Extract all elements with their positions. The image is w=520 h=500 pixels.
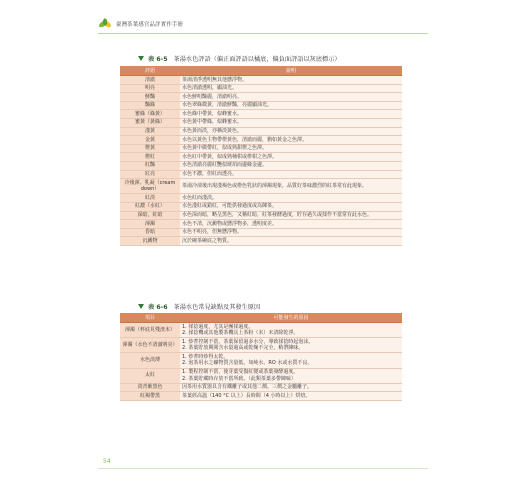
row-label: 昏暗 xyxy=(120,228,180,237)
table-row xyxy=(120,136,402,145)
table2-number: 表 6-6 xyxy=(148,304,168,311)
row-label: 蜜黃（黃綠） xyxy=(120,118,180,127)
row-description: 水色不明亮，但無懸浮物。 xyxy=(180,228,402,237)
row-description: 水色清澈透明，顯油光。 xyxy=(180,84,402,93)
table1-header-description: 說明 xyxy=(180,66,402,76)
table2-caption xyxy=(138,302,260,311)
triangle-marker-icon xyxy=(138,56,144,61)
table-row xyxy=(120,93,402,102)
header-title: 臺灣茶葉感官品評實作手冊 xyxy=(116,22,184,28)
table-row xyxy=(120,144,402,153)
table-row xyxy=(120,202,402,211)
table-row xyxy=(120,338,402,353)
table2-header-item: 項目 xyxy=(120,313,180,323)
table1 xyxy=(120,66,402,246)
table-row xyxy=(120,323,402,338)
row-description: 茶葉經高溫（140 °C 以上）長時間（4 小時以上）烘焙。 xyxy=(180,392,402,401)
table-row xyxy=(120,392,402,401)
table2 xyxy=(120,313,402,401)
row-description: 水色紅中帶黃，似成熟桶柑或橙柑之色澤。 xyxy=(180,153,402,162)
table1-number: 表 6-5 xyxy=(148,56,168,63)
row-description: 水色黃而淡，亦稱淡黃色。 xyxy=(180,127,402,136)
row-description: 水色黃中微帶紅，似成熟甜橙之色澤。 xyxy=(180,144,402,153)
table2-title: 茶湯水色常見缺點及其發生原因 xyxy=(173,304,261,311)
table-row xyxy=(120,76,402,85)
table-row xyxy=(120,179,402,194)
row-description: 1. 揉捻過度，尤其是團揉過度。 2. 揉捻機或其他製茶機具上茶粉（末）未清除乾淨。 xyxy=(180,323,402,338)
table1-title: 茶湯水色評語（偏正面評語以橘底，偏負面評語以灰底標示） xyxy=(173,56,341,63)
row-description: 水色紅而淺淡。 xyxy=(180,194,402,203)
table-row xyxy=(120,220,402,229)
row-label: 渾濁（水色不清澈明亮） xyxy=(120,338,180,353)
row-description: 水色不濃，但紅而透亮。 xyxy=(180,170,402,179)
row-description: 沉於碗茶碗底之物質。 xyxy=(180,237,402,246)
footer-divider xyxy=(98,468,428,469)
row-label: 豔綠 xyxy=(120,101,180,110)
page-number: 54 xyxy=(103,458,111,465)
row-label: 淺黃 xyxy=(120,127,180,136)
table-row xyxy=(120,161,402,170)
tea-leaf-logo-icon xyxy=(98,18,112,30)
row-label: 淡青紫黑色 xyxy=(120,383,180,392)
row-label: 紅豔 xyxy=(120,161,180,170)
row-description: 水色黃中帶綠，似蜂蜜水。 xyxy=(180,118,402,127)
table-row xyxy=(120,127,402,136)
row-description: 水色不清，沉澱物或懸浮物多，透明度差。 xyxy=(180,220,402,229)
table-row xyxy=(120,84,402,93)
header-divider xyxy=(98,33,428,34)
row-label: 紅淡 xyxy=(120,194,180,203)
table-row xyxy=(120,228,402,237)
row-description: 1. 製程控制不當，使芽葉受傷紅變或茶葉發酵過度。 2. 茶葉貯藏時存放不當所致。（此類茶葉多帶陳味） xyxy=(180,368,402,383)
row-label: 深暗，紅暗 xyxy=(120,211,180,220)
row-label: 水色淡薄 xyxy=(120,353,180,368)
row-label: 渾濁 xyxy=(120,220,180,229)
row-description: 水色清澈亮麗紅艷似琥珀而邊緣金邊。 xyxy=(180,161,402,170)
row-label: 金黃 xyxy=(120,136,180,145)
row-label: 太紅 xyxy=(120,368,180,383)
row-description: 水色翠綠微黃，清澈鮮豔，亮麗顯油光。 xyxy=(180,101,402,110)
table-row xyxy=(120,153,402,162)
table-row xyxy=(120,110,402,119)
table-row xyxy=(120,194,402,203)
triangle-marker-icon xyxy=(138,304,144,309)
table-row xyxy=(120,211,402,220)
row-label: 紅亮 xyxy=(120,170,180,179)
row-label: 橙黃 xyxy=(120,144,180,153)
row-description: 水色淺紅或錯紅，可能供發過度或為陳茶。 xyxy=(180,202,402,211)
table-row xyxy=(120,118,402,127)
row-label: 蜜綠（綠黃） xyxy=(120,110,180,119)
row-label: 清澈 xyxy=(120,76,180,85)
running-header xyxy=(98,16,183,32)
row-label: 鮮豔 xyxy=(120,93,180,102)
row-description: 因茶用水質器具含有鐵離子或其他二價、三價之金屬離子。 xyxy=(180,383,402,392)
table-row xyxy=(120,383,402,392)
row-description: 茶湯冷卻後出現淺褐色或橙色乳狀的渾濁現象，品質好茶味濃烈的紅茶常有此現象。 xyxy=(180,179,402,194)
row-label: 紅褐帶黑 xyxy=(120,392,180,401)
row-description: 水色深而暗，略呈黑色，又稱紅暗，紅茶發酵過度，貯存過久或揉作不當常有此水色。 xyxy=(180,211,402,220)
row-label: 沉澱物 xyxy=(120,237,180,246)
table2-header-cause: 可能發生的原因 xyxy=(180,313,402,323)
table-row xyxy=(120,101,402,110)
row-description: 水色以黃色主物帶橙黃色，清澈而麗，猶如黃金之色澤。 xyxy=(180,136,402,145)
table-row xyxy=(120,237,402,246)
table1-header-row xyxy=(120,66,402,76)
row-description: 1. 炒菁時炒得太乾。 2. 泡茶用水之礦物質含量低，如純水、RO 水或水質不良。 xyxy=(180,353,402,368)
table-row xyxy=(120,170,402,179)
table1-header-term: 評語 xyxy=(120,66,180,76)
table-row xyxy=(120,368,402,383)
table2-header-row xyxy=(120,313,402,323)
row-description: 水色綠中帶黃，似蜂蜜水。 xyxy=(180,110,402,119)
row-description: 水色鮮明豔麗，清澈明亮。 xyxy=(180,93,402,102)
table-row xyxy=(120,353,402,368)
row-label: 渾濁（杯底見殘渣末） xyxy=(120,323,180,338)
row-description: 1. 炒菁控制不當，茶葉保留過多水分，導致揉捻時起泡沫。 2. 茶葉貯放期間含水量過高或乾燥不完全，稍帶陳味。 xyxy=(180,338,402,353)
row-label: 橙紅 xyxy=(120,153,180,162)
row-description: 茶湯清淨透明無其他懸浮物。 xyxy=(180,76,402,85)
table1-caption xyxy=(138,54,341,63)
row-label: 明亮 xyxy=(120,84,180,93)
row-label: 紅濃（水紅） xyxy=(120,202,180,211)
row-label: 冷後渾、乳凝（cream down） xyxy=(120,179,180,194)
